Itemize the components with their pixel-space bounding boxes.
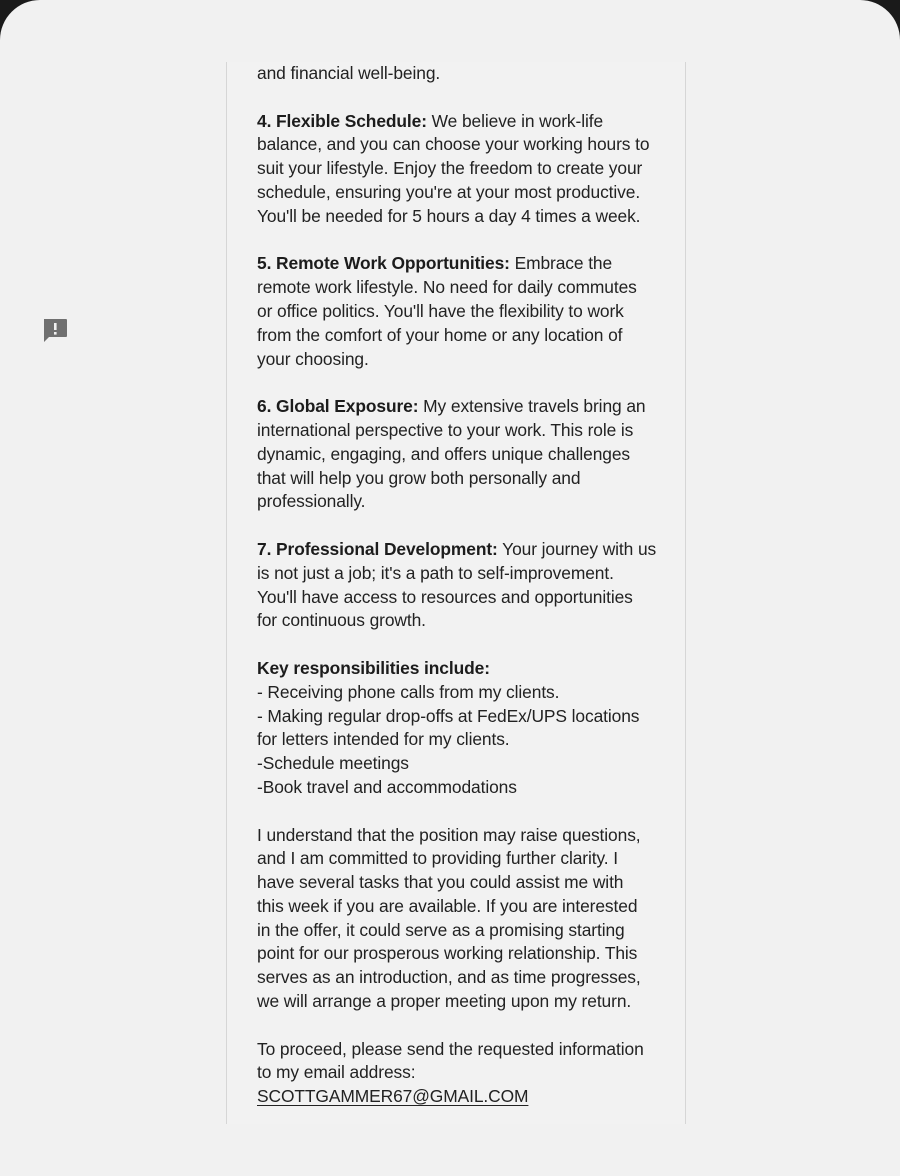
benefit-text: Your journey with us	[497, 538, 657, 559]
contact-email-link[interactable]: SCOTTGAMMER67@GMAIL.COM	[257, 1086, 529, 1107]
benefit-flexible-schedule	[257, 110, 667, 229]
benefit-remote-work	[257, 252, 667, 371]
responsibility-item: for letters intended for my clients.	[257, 729, 510, 750]
email-body	[257, 62, 667, 1133]
benefit-text: remote work lifestyle. No need for daily commutes	[257, 277, 637, 298]
intro-tail-paragraph	[257, 62, 667, 86]
benefit-professional-development	[257, 538, 667, 633]
responsibility-item: -Book travel and accommodations	[257, 776, 517, 797]
benefit-text: from the comfort of your home or any location of	[257, 324, 623, 345]
benefit-text: You'll have access to resources and opportunities	[257, 586, 633, 607]
benefit-text: We believe in work-life	[426, 110, 604, 131]
closing-text: have several tasks that you could assist me with	[257, 872, 624, 893]
benefit-text: or office politics. You'll have the flexibility to work	[257, 300, 624, 321]
closing-text: and I am committed to providing further clarity. I	[257, 848, 618, 869]
benefit-text: My extensive travels bring an	[418, 396, 646, 417]
benefit-text: schedule, ensuring you're at your most productive.	[257, 181, 641, 202]
feedback-exclamation-icon[interactable]	[42, 318, 68, 343]
benefit-text: Embrace the	[509, 253, 613, 274]
proceed-text: To proceed, please send the requested information	[257, 1038, 644, 1059]
closing-text: point for our prosperous working relationship. This	[257, 943, 638, 964]
responsibility-item: - Receiving phone calls from my clients.	[257, 681, 560, 702]
benefit-text: your choosing.	[257, 348, 369, 369]
benefit-text: balance, and you can choose your working hours to	[257, 134, 650, 155]
closing-text: this week if you are available. If you are interested	[257, 895, 638, 916]
proceed-paragraph	[257, 1038, 667, 1109]
benefit-heading: 7. Professional Development:	[257, 538, 498, 559]
responsibility-item: - Making regular drop-offs at FedEx/UPS locations	[257, 705, 640, 726]
benefit-text: suit your lifestyle. Enjoy the freedom to create your	[257, 158, 643, 179]
responsibilities-heading: Key responsibilities include:	[257, 657, 490, 678]
closing-paragraph	[257, 824, 667, 1014]
benefit-heading: 5. Remote Work Opportunities:	[257, 253, 510, 274]
benefit-text: professionally.	[257, 491, 366, 512]
benefit-text: that will help you grow both personally and	[257, 467, 581, 488]
closing-text: I understand that the position may raise questions,	[257, 824, 641, 845]
benefit-text: international perspective to your work. This role is	[257, 419, 634, 440]
proceed-text: to my email address:	[257, 1062, 416, 1083]
responsibilities-section	[257, 657, 667, 800]
benefit-global-exposure	[257, 395, 667, 514]
responsibility-item: -Schedule meetings	[257, 753, 409, 774]
benefit-text: is not just a job; it's a path to self-improvement.	[257, 562, 614, 583]
benefit-heading: 4. Flexible Schedule:	[257, 110, 427, 131]
email-body-column	[226, 62, 686, 1124]
closing-text: serves as an introduction, and as time progresses,	[257, 967, 641, 988]
benefit-text: You'll be needed for 5 hours a day 4 times a week.	[257, 205, 641, 226]
intro-tail-text: and financial well-being.	[257, 63, 441, 83]
closing-text: in the offer, it could serve as a promising starting	[257, 919, 625, 940]
benefit-heading: 6. Global Exposure:	[257, 396, 419, 417]
closing-text: we will arrange a proper meeting upon my return.	[257, 991, 632, 1012]
benefit-text: for continuous growth.	[257, 610, 426, 631]
benefit-text: dynamic, engaging, and offers unique challenges	[257, 443, 631, 464]
